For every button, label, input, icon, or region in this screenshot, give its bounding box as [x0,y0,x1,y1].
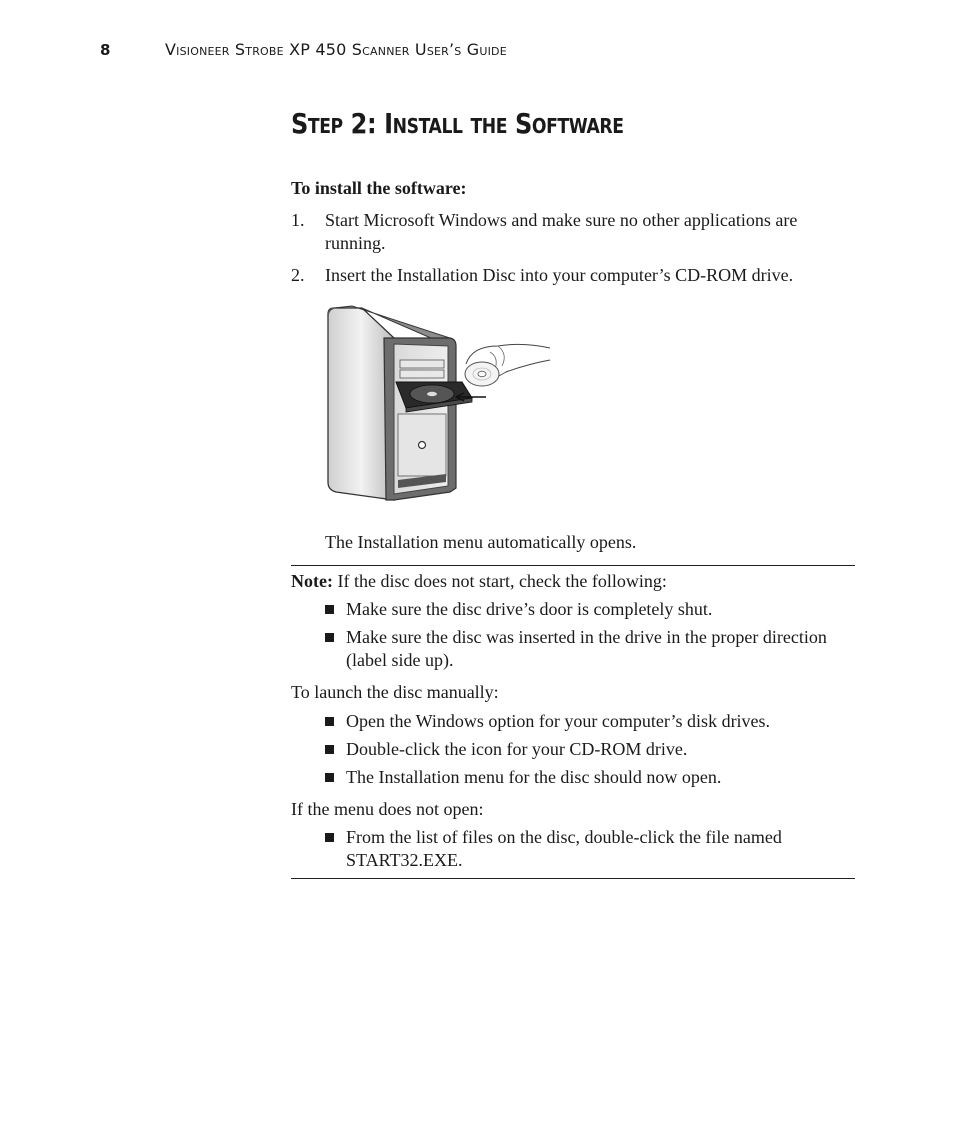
bullet-square-icon [325,605,334,614]
manual-intro: To launch the disc manually: [291,682,499,702]
list-item [291,826,855,872]
step-number: 2. [291,265,305,285]
section-title: Step 2: Install the Software [291,107,624,140]
list-item [291,766,855,789]
after-figure-text: The Installation menu automatically opens. [325,532,637,552]
disc-check-list [291,598,855,677]
list-item-text: Make sure the disc was inserted in the drive in the proper direction (label side up). [346,627,827,670]
bullet-square-icon [325,633,334,642]
list-item-text: Make sure the disc drive’s door is completely shut. [346,599,713,619]
list-item [291,598,855,621]
list-item-text: Open the Windows option for your computer’s disk drives. [346,711,771,731]
note-line [291,570,855,593]
step-text: Start Microsoft Windows and make sure no other applications are running. [325,210,798,253]
running-title: Visioneer Strobe XP 450 Scanner User’s Guide [165,40,507,59]
tower-side-panel [328,308,394,500]
procedure-subhead: To install the software: [291,178,467,198]
step-item [291,209,855,255]
note-top-rule [291,565,855,566]
manual-launch-list [291,710,855,794]
list-item-text: From the list of files on the disc, double-click the file named START32.EXE. [346,827,782,870]
list-item [291,738,855,761]
page-number: 8 [100,41,111,59]
list-item [291,710,855,733]
list-item-text: Double-click the icon for your CD-ROM drive. [346,739,688,759]
page-header [100,40,507,64]
step-number: 1. [291,210,305,230]
step-text: Insert the Installation Disc into your computer’s CD-ROM drive. [325,265,794,285]
step-item [291,264,855,287]
list-item-text: The Installation menu for the disc should now open. [346,767,722,787]
bullet-square-icon [325,773,334,782]
install-steps [291,209,855,296]
computer-cd-insert-illustration [322,302,554,504]
bullet-square-icon [325,717,334,726]
bullet-square-icon [325,833,334,842]
note-text: If the disc does not start, check the following: [332,571,667,591]
fallback-intro: If the menu does not open: [291,799,484,819]
list-item [291,626,855,672]
bullet-square-icon [325,745,334,754]
fallback-list [291,826,855,877]
power-button-icon [419,442,426,449]
note-label: Note: [291,571,333,591]
note-bottom-rule [291,878,855,879]
